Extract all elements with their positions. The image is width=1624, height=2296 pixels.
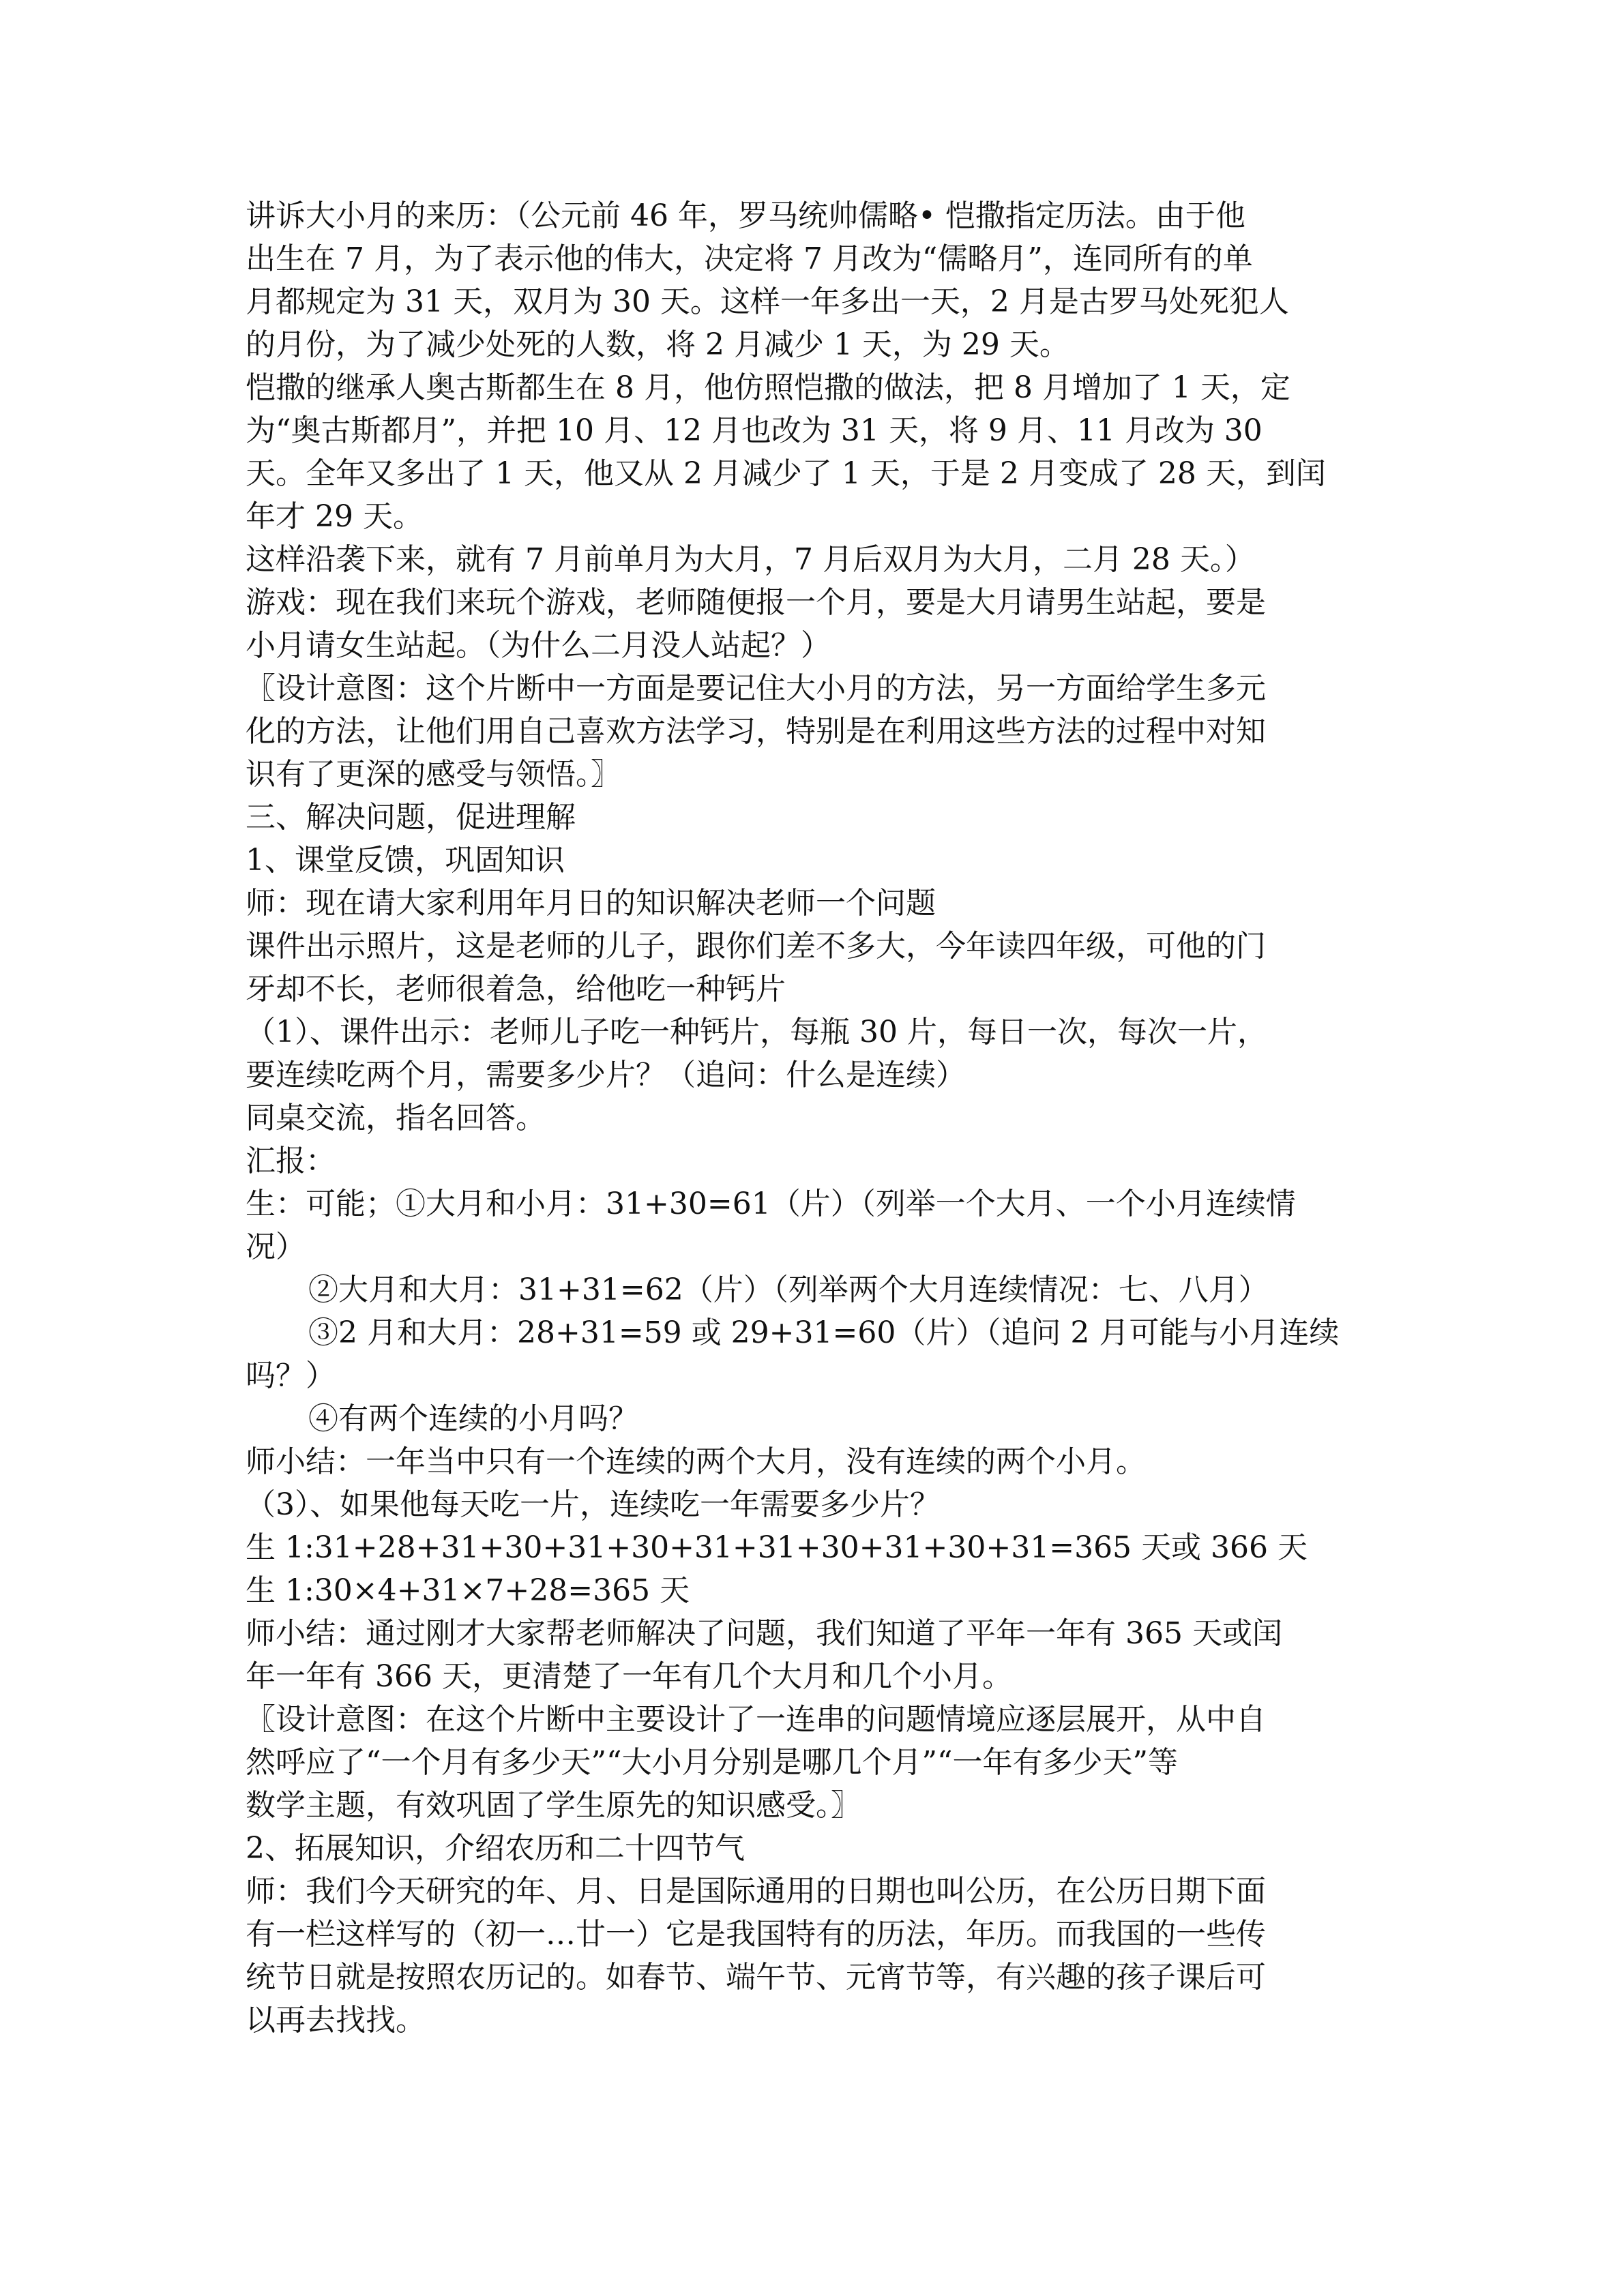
text-line: （3）、如果他每天吃一片，连续吃一年需要多少片？ xyxy=(246,1487,940,1522)
text-line: 2、拓展知识，介绍农历和二十四节气 xyxy=(246,1831,745,1866)
document-body xyxy=(246,194,1378,2042)
text-line: 生 1:31+28+31+30+31+30+31+31+30+31+30+31=365 天或 366 天 xyxy=(246,1530,1308,1565)
text-line: 课件出示照片，这是老师的儿子，跟你们差不多大，今年读四年级，可他的门 xyxy=(246,929,1266,964)
text-line: 统节日就是按照农历记的。如春节、端午节、元宵节等，有兴趣的孩子课后可 xyxy=(246,1960,1266,1995)
text-line: 月都规定为 31 天，双月为 30 天。这样一年多出一天，2 月是古罗马处死犯人 xyxy=(246,284,1289,319)
text-line: 天。全年又多出了 1 天，他又从 2 月减少了 1 天，于是 2 月变成了 28 天，到闰 xyxy=(246,456,1326,491)
text-line: 年才 29 天。 xyxy=(246,499,423,534)
text-line: 生 1:30×4+31×7+28=365 天 xyxy=(246,1573,690,1608)
text-line: 况） xyxy=(246,1229,306,1264)
text-line: 数学主题，有效巩固了学生原先的知识感受。〗 xyxy=(246,1788,861,1823)
text-line: 师：我们今天研究的年、月、日是国际通用的日期也叫公历，在公历日期下面 xyxy=(246,1874,1266,1909)
text-line: 〖设计意图：在这个片断中主要设计了一连串的问题情境应逐层展开，从中自 xyxy=(246,1702,1266,1737)
text-line: 三、解决问题，促进理解 xyxy=(246,800,576,835)
text-line: 识有了更深的感受与领悟。〗 xyxy=(246,757,621,792)
text-line: 师：现在请大家利用年月日的知识解决老师一个问题 xyxy=(246,886,936,921)
text-line: ④有两个连续的小月吗？ xyxy=(308,1401,638,1436)
text-line: 年一年有 366 天，更清楚了一年有几个大月和几个小月。 xyxy=(246,1659,1012,1694)
text-line: 同桌交流，指名回答。 xyxy=(246,1101,546,1135)
text-line: 汇报： xyxy=(246,1144,336,1178)
text-line: 以再去找找。 xyxy=(246,2003,426,2038)
text-line: 〖设计意图：这个片断中一方面是要记住大小月的方法，另一方面给学生多元 xyxy=(246,671,1266,706)
text-line: 小月请女生站起。（为什么二月没人站起？） xyxy=(246,628,831,663)
text-line: 生：可能；①大月和小月：31+30=61（片）（列举一个大月、一个小月连续情 xyxy=(246,1187,1296,1221)
text-line: ③2 月和大月：28+31=59 或 29+31=60（片）（追问 2 月可能与小月连续 xyxy=(308,1315,1340,1350)
text-line: 师小结：通过刚才大家帮老师解决了问题，我们知道了平年一年有 365 天或闰 xyxy=(246,1616,1282,1651)
text-line: （1）、课件出示：老师儿子吃一种钙片，每瓶 30 片，每日一次，每次一片， xyxy=(246,1015,1267,1049)
text-line: 为“奥古斯都月”，并把 10 月、12 月也改为 31 天，将 9 月、11 月改为 30 xyxy=(246,413,1263,448)
text-line: 师小结：一年当中只有一个连续的两个大月，没有连续的两个小月。 xyxy=(246,1444,1146,1479)
text-line: 恺撒的继承人奥古斯都生在 8 月，他仿照恺撒的做法，把 8 月增加了 1 天，定 xyxy=(246,370,1290,405)
text-line: 讲诉大小月的来历：（公元前 46 年，罗马统帅儒略• 恺撒指定历法。由于他 xyxy=(246,198,1245,233)
text-line: ②大月和大月：31+31=62（片）（列举两个大月连续情况：七、八月） xyxy=(308,1272,1269,1307)
text-line: 吗？） xyxy=(246,1358,336,1393)
text-line: 牙却不长，老师很着急，给他吃一种钙片 xyxy=(246,972,786,1007)
text-line: 出生在 7 月，为了表示他的伟大，决定将 7 月改为“儒略月”，连同所有的单 xyxy=(246,241,1253,276)
text-line: 然呼应了“一个月有多少天”“大小月分别是哪几个月”“一年有多少天”等 xyxy=(246,1745,1178,1780)
text-line: 这样沿袭下来，就有 7 月前单月为大月，7 月后双月为大月，二月 28 天。） xyxy=(246,542,1255,577)
text-line: 化的方法，让他们用自己喜欢方法学习，特别是在利用这些方法的过程中对知 xyxy=(246,714,1266,749)
text-line: 的月份，为了减少处死的人数，将 2 月减少 1 天，为 29 天。 xyxy=(246,327,1069,362)
text-line: 1、课堂反馈，巩固知识 xyxy=(246,843,565,878)
text-line: 要连续吃两个月，需要多少片？（追问：什么是连续） xyxy=(246,1058,966,1092)
text-line: 有一栏这样写的（初一…廿一）它是我国特有的历法，年历。而我国的一些传 xyxy=(246,1917,1266,1952)
text-line: 游戏：现在我们来玩个游戏，老师随便报一个月，要是大月请男生站起，要是 xyxy=(246,585,1266,620)
